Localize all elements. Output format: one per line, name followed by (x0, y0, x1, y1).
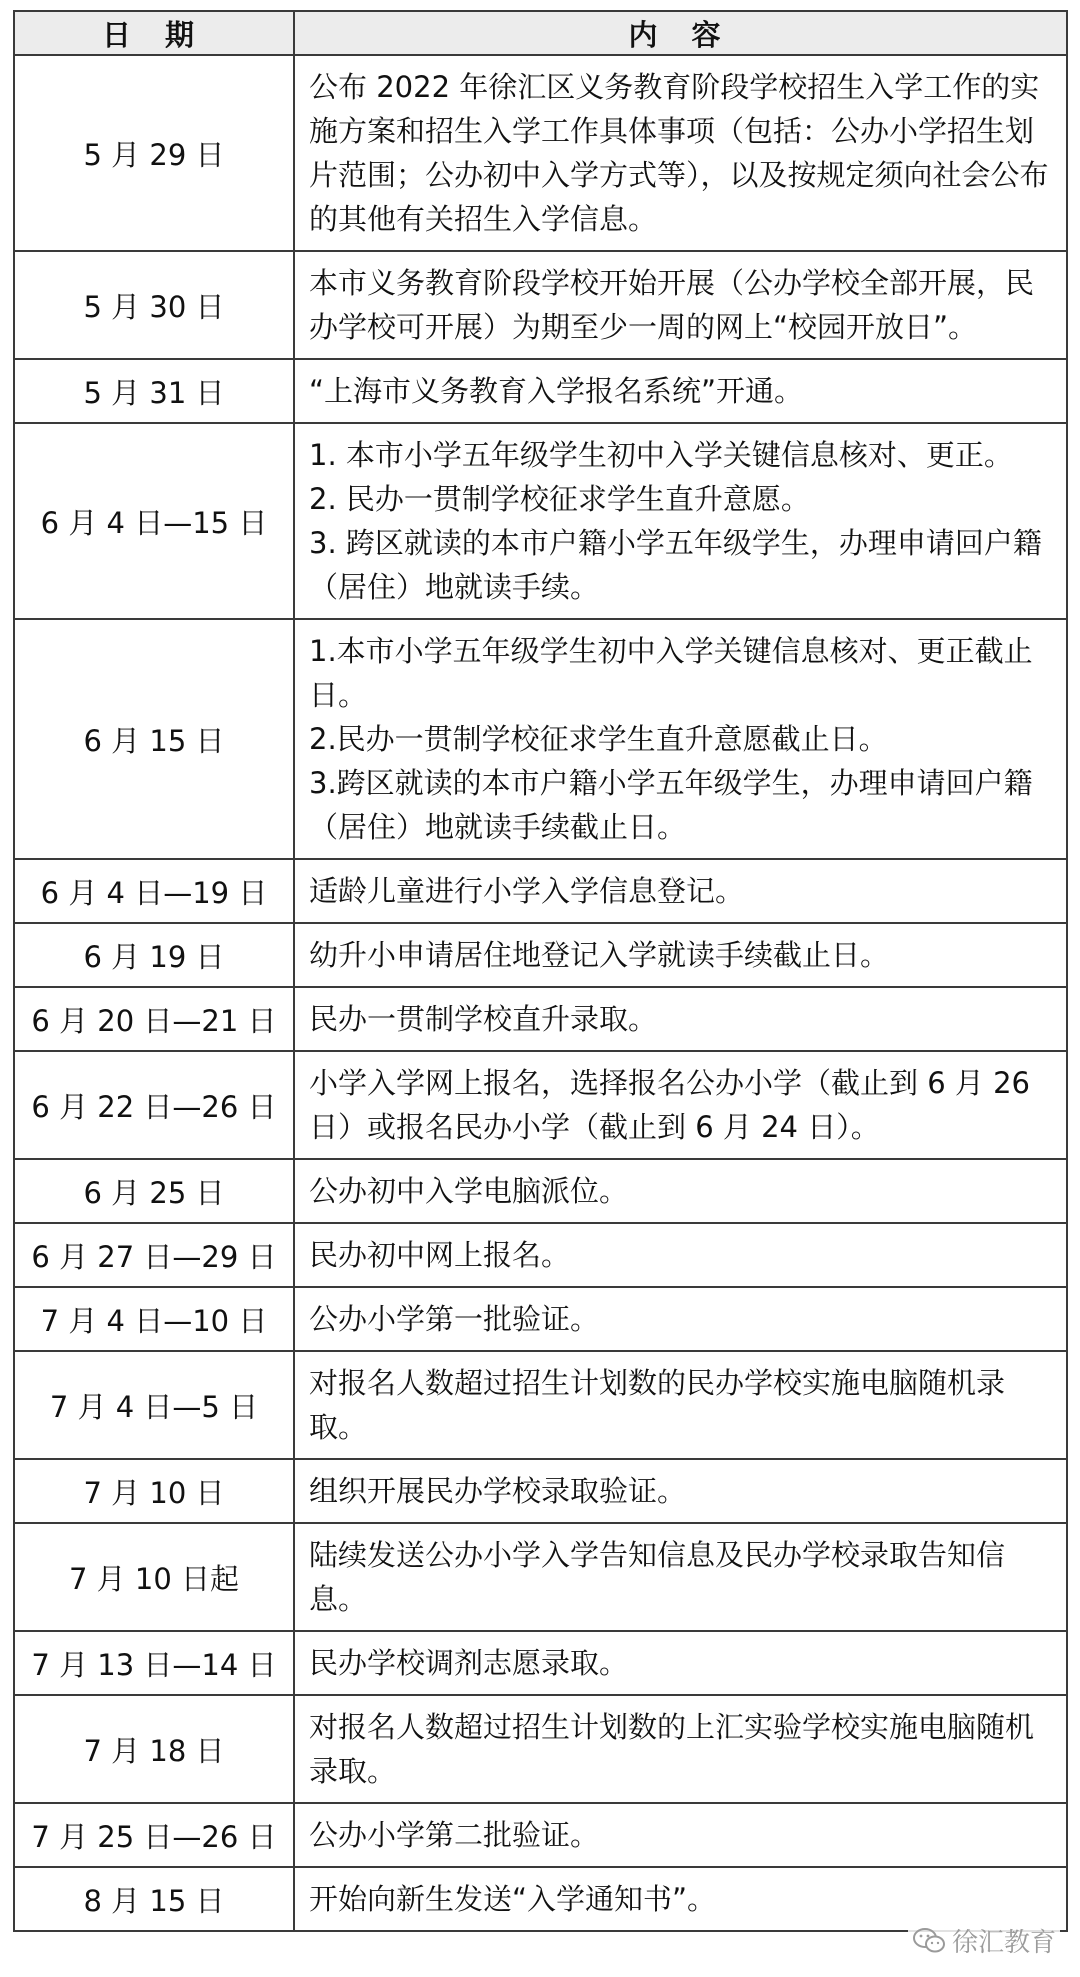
content-line: 公办小学第一批验证。 (309, 1302, 600, 1336)
row-date: 8 月 15 日 (14, 1867, 294, 1931)
content-line: 陆续发送公办小学入学告知信息及民办学校录取告知信息。 (309, 1538, 1006, 1616)
content-line: 对报名人数超过招生计划数的民办学校实施电脑随机录取。 (309, 1366, 1006, 1444)
row-content (294, 1695, 1067, 1803)
row-date: 5 月 31 日 (14, 359, 294, 423)
row-content (294, 251, 1067, 359)
row-content (294, 987, 1067, 1051)
row-content (294, 1523, 1067, 1631)
content-line: 2.民办一贯制学校征求学生直升意愿截止日。 (309, 722, 888, 756)
content-line: “上海市义务教育入学报名系统”开通。 (309, 374, 804, 408)
content-line: 本市义务教育阶段学校开始开展（公办学校全部开展，民办学校可开展）为期至少一周的网上“校园开放日”。 (309, 266, 1035, 344)
table-row (14, 1351, 1067, 1459)
content-line: 民办初中网上报名。 (309, 1238, 571, 1272)
row-date: 7 月 18 日 (14, 1695, 294, 1803)
table-row (14, 1051, 1067, 1159)
table-row (14, 1223, 1067, 1287)
row-date: 6 月 27 日—29 日 (14, 1223, 294, 1287)
row-date: 7 月 4 日—10 日 (14, 1287, 294, 1351)
content-line: 民办学校调剂志愿录取。 (309, 1646, 629, 1680)
row-date: 5 月 29 日 (14, 55, 294, 251)
row-content (294, 55, 1067, 251)
content-line: 3.跨区就读的本市户籍小学五年级学生，办理申请回户籍（居住）地就读手续截止日。 (309, 766, 1033, 844)
row-content (294, 619, 1067, 859)
table-row (14, 987, 1067, 1051)
row-date: 7 月 10 日起 (14, 1523, 294, 1631)
table-row (14, 359, 1067, 423)
content-line: 公布 2022 年徐汇区义务教育阶段学校招生入学工作的实施方案和招生入学工作具体事项（包括：公办小学招生划片范围；公办初中入学方式等），以及按规定须向社会公布的其他有关招生入学信息。 (309, 70, 1049, 236)
table-header-row (14, 11, 1067, 55)
table-row (14, 1631, 1067, 1695)
table-body (14, 55, 1067, 1931)
header-content: 内 容 (294, 11, 1067, 55)
content-line: 2. 民办一贯制学校征求学生直升意愿。 (309, 482, 810, 516)
table-row (14, 1695, 1067, 1803)
table-row (14, 1287, 1067, 1351)
table-row (14, 1523, 1067, 1631)
row-content (294, 1803, 1067, 1867)
content-line: 小学入学网上报名，选择报名公办小学（截止到 6 月 26 日）或报名民办小学（截止到 6 月 24 日）。 (309, 1066, 1031, 1144)
content-line: 公办小学第二批验证。 (309, 1818, 600, 1852)
content-line: 公办初中入学电脑派位。 (309, 1174, 629, 1208)
row-date: 5 月 30 日 (14, 251, 294, 359)
row-date: 7 月 10 日 (14, 1459, 294, 1523)
row-content (294, 1287, 1067, 1351)
table-row (14, 251, 1067, 359)
row-date: 6 月 4 日—19 日 (14, 859, 294, 923)
content-line: 1.本市小学五年级学生初中入学关键信息核对、更正截止日。 (309, 634, 1033, 712)
watermark (908, 1922, 1060, 1959)
content-line: 适龄儿童进行小学入学信息登记。 (309, 874, 745, 908)
content-line: 3. 跨区就读的本市户籍小学五年级学生，办理申请回户籍（居住）地就读手续。 (309, 526, 1042, 604)
schedule-table (13, 10, 1068, 1932)
content-line: 对报名人数超过招生计划数的上汇实验学校实施电脑随机录取。 (309, 1710, 1035, 1788)
content-line: 1. 本市小学五年级学生初中入学关键信息核对、更正。 (309, 438, 1013, 472)
header-date: 日 期 (14, 11, 294, 55)
row-content (294, 859, 1067, 923)
row-date: 6 月 22 日—26 日 (14, 1051, 294, 1159)
row-date: 7 月 4 日—5 日 (14, 1351, 294, 1459)
row-date: 6 月 4 日—15 日 (14, 423, 294, 619)
row-date: 7 月 25 日—26 日 (14, 1803, 294, 1867)
table-row (14, 423, 1067, 619)
row-content (294, 1051, 1067, 1159)
content-line: 组织开展民办学校录取验证。 (309, 1474, 687, 1508)
row-content (294, 423, 1067, 619)
row-date: 6 月 15 日 (14, 619, 294, 859)
row-content (294, 923, 1067, 987)
row-date: 6 月 20 日—21 日 (14, 987, 294, 1051)
table-row (14, 1459, 1067, 1523)
table-row (14, 55, 1067, 251)
wechat-icon (912, 1927, 946, 1955)
row-content (294, 1631, 1067, 1695)
table-row (14, 619, 1067, 859)
content-line: 幼升小申请居住地登记入学就读手续截止日。 (309, 938, 890, 972)
row-content (294, 359, 1067, 423)
row-content (294, 1223, 1067, 1287)
row-content (294, 1351, 1067, 1459)
row-date: 7 月 13 日—14 日 (14, 1631, 294, 1695)
row-date: 6 月 19 日 (14, 923, 294, 987)
table-row (14, 1803, 1067, 1867)
row-date: 6 月 25 日 (14, 1159, 294, 1223)
table-row (14, 1159, 1067, 1223)
content-line: 开始向新生发送“入学通知书”。 (309, 1882, 717, 1916)
table-row (14, 923, 1067, 987)
watermark-text: 徐汇教育 (951, 1928, 1056, 1958)
row-content (294, 1459, 1067, 1523)
row-content (294, 1159, 1067, 1223)
table-row (14, 859, 1067, 923)
content-line: 民办一贯制学校直升录取。 (309, 1002, 658, 1036)
